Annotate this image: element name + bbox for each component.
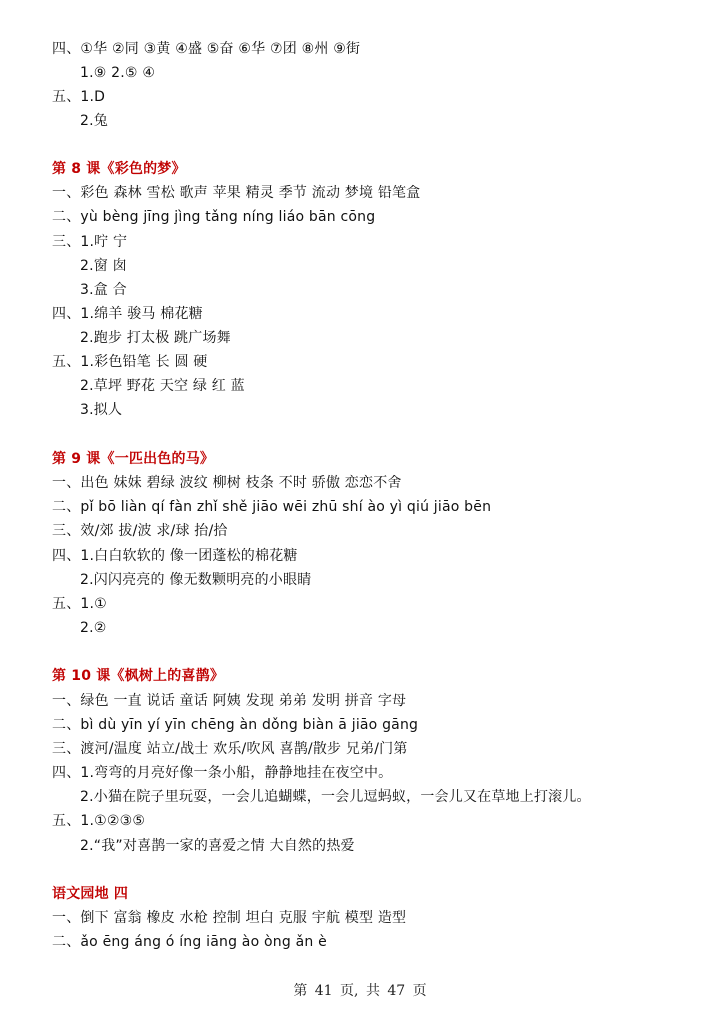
answer-line: 五、1.①②③⑤ [52,813,146,829]
answer-line: 2.窗 囱 [80,258,127,274]
answer-line: 四、1.绵羊 骏马 棉花糖 [52,306,203,322]
answer-line: 2.“我”对喜鹊一家的喜爱之情 大自然的热爱 [80,838,355,854]
answer-line: 一、彩色 森林 雪松 歌声 苹果 精灵 季节 流动 梦境 铅笔盒 [52,185,421,201]
answer-line: 3.拟人 [80,402,123,418]
answer-line: 2.兔 [80,113,108,129]
answer-line: 四、①华 ②同 ③黄 ④盛 ⑤奋 ⑥华 ⑦团 ⑧州 ⑨街 [52,41,361,57]
answer-line: 2.小猫在院子里玩耍，一会儿追蝴蝶，一会儿逗蚂蚁，一会儿又在草地上打滚儿。 [80,789,591,805]
answer-line: 一、绿色 一直 说话 童话 阿姨 发现 弟弟 发明 拼音 字母 [52,693,407,709]
answer-line: 3.盒 合 [80,282,127,298]
lesson-heading: 第 10 课《枫树上的喜鹊》 [52,668,225,684]
answer-line: 1.⑨ 2.⑤ ④ [80,65,156,81]
answer-line: 2.闪闪亮亮的 像无数颗明亮的小眼睛 [80,572,312,588]
page-footer: 第 41 页, 共 47 页 [293,983,427,999]
answer-line: 三、渡河/温度 站立/战士 欢乐/吹风 喜鹊/散步 兄弟/门第 [52,741,408,757]
answer-line: 四、1.白白软软的 像一团蓬松的棉花糖 [52,548,298,564]
lesson-heading: 第 8 课《彩色的梦》 [52,161,186,177]
answer-line: 五、1.① [52,596,107,612]
answer-line: 五、1.彩色铅笔 长 圆 硬 [52,354,208,370]
lesson-heading: 第 9 课《一匹出色的马》 [52,451,215,467]
answer-line: 一、倒下 富翁 橡皮 水枪 控制 坦白 克服 宇航 模型 造型 [52,910,407,926]
answer-line: 二、bì dù yīn yí yīn chēng àn dǒng biàn ā jiāo gāng [52,717,419,733]
answer-line: 2.② [80,620,107,636]
answer-line: 三、效/郊 拔/波 求/球 抬/拾 [52,523,228,539]
answer-line: 一、出色 妹妹 碧绿 波纹 柳树 枝条 不时 骄傲 恋恋不舍 [52,475,402,491]
answer-line: 四、1.弯弯的月亮好像一条小船，静静地挂在夜空中。 [52,765,393,781]
answer-line: 五、1.D [52,89,106,105]
answer-line: 2.草坪 野花 天空 绿 红 蓝 [80,378,245,394]
answer-line: 二、ǎo ēng áng ó íng iāng ào òng ǎn è [52,934,327,950]
section-heading: 语文园地 四 [52,886,129,902]
answer-line: 三、1.咛 宁 [52,234,128,250]
answer-line: 二、pǐ bō liàn qí fàn zhǐ shě jiāo wēi zhū shí ào yì qiú jiāo bēn [52,499,492,515]
answer-line: 2.跑步 打太极 跳广场舞 [80,330,231,346]
answer-line: 二、yù bèng jīng jìng tǎng níng liáo bān cōng [52,209,376,225]
